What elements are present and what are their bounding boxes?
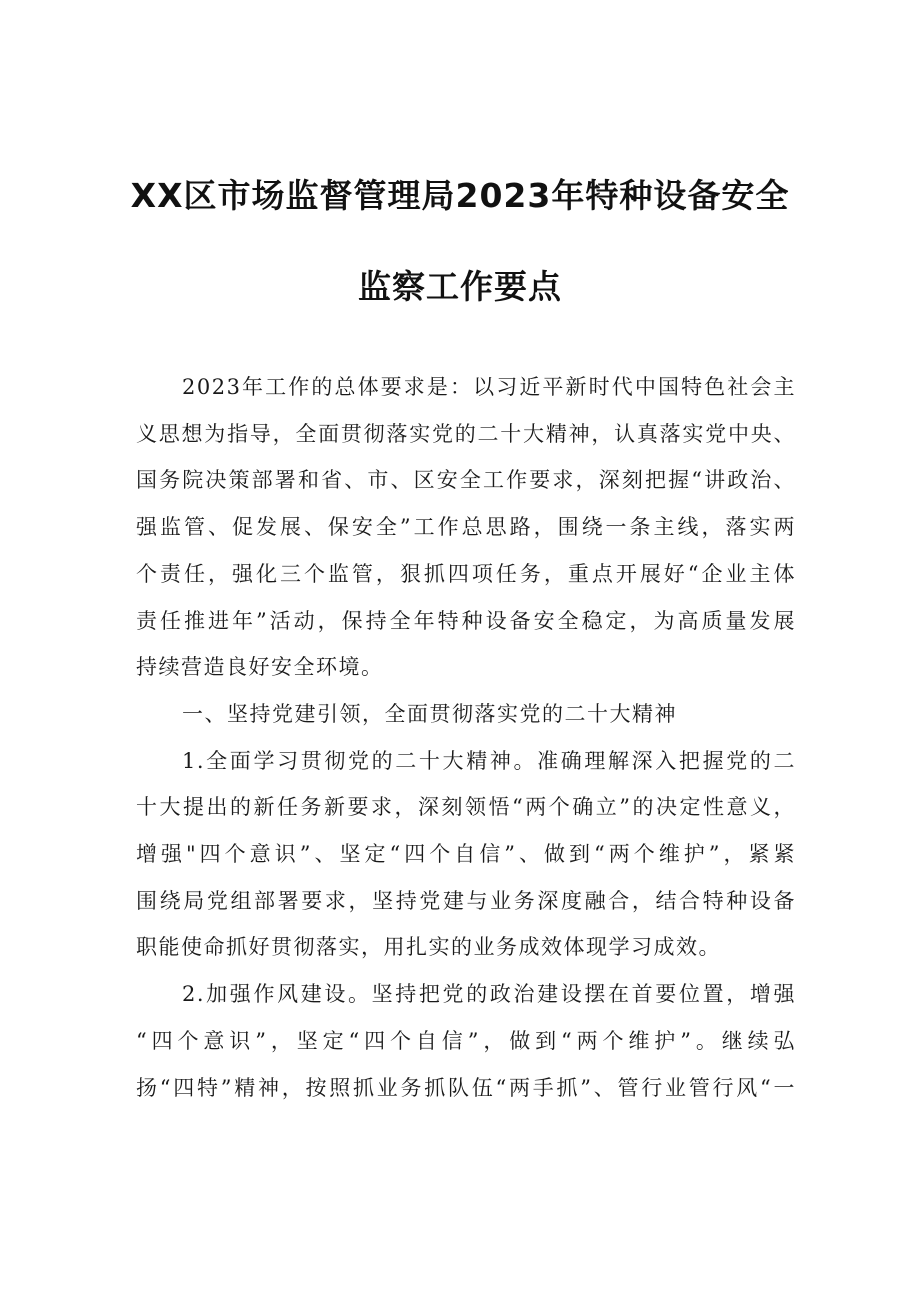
text-line: 2.加强作风建设。坚持把党的政治建设摆在首要位置，增强 xyxy=(182,982,796,1007)
text-line: 1.全面学习贯彻党的二十大精神。准确理解深入把握党的二 xyxy=(182,748,796,773)
text-line: “四个意识”，坚定“四个自信”，做到“两个维护”。继续弘 xyxy=(136,1028,796,1053)
paragraph-overall-requirements xyxy=(136,364,796,691)
document-body xyxy=(136,364,796,1111)
text-line: 个责任，强化三个监管，狠抓四项任务，重点开展好“企业主体 xyxy=(136,561,796,586)
text-line: 围绕局党组部署要求，坚持党建与业务深度融合，结合特种设备 xyxy=(136,888,796,913)
text-line: 国务院决策部署和省、市、区安全工作要求，深刻把握“讲政治、 xyxy=(136,468,796,493)
text-line: 强监管、促发展、保安全”工作总思路，围绕一条主线，落实两 xyxy=(136,515,796,540)
text-line: 扬“四特”精神，按照抓业务抓队伍“两手抓”、管行业管行风“一 xyxy=(136,1075,796,1100)
text-line: 增强"四个意识”、坚定“四个自信”、做到“两个维护”，紧紧 xyxy=(136,842,796,867)
document-title-line-2: 监察工作要点 xyxy=(358,267,562,306)
document-title-line-1: XX区市场监督管理局2023年特种设备安全 xyxy=(130,176,790,215)
section-heading-1 xyxy=(136,691,796,738)
text-line: 十大提出的新任务新要求，深刻领悟“两个确立”的决定性意义， xyxy=(136,795,796,820)
section-heading-text: 一、坚持党建引领，全面贯彻落实党的二十大精神 xyxy=(182,701,677,726)
paragraph-item-1 xyxy=(136,738,796,972)
text-line: 责任推进年”活动，保持全年特种设备安全稳定，为高质量发展 xyxy=(136,608,796,633)
text-line: 持续营造良好安全环境。 xyxy=(136,655,384,680)
text-line: 2023年工作的总体要求是：以习近平新时代中国特色社会主 xyxy=(182,375,796,399)
text-line: 义思想为指导，全面贯彻落实党的二十大精神，认真落实党中央、 xyxy=(136,421,796,446)
paragraph-item-2 xyxy=(136,971,796,1111)
text-line: 职能使命抓好贯彻落实，用扎实的业务成效体现学习成效。 xyxy=(136,935,721,960)
